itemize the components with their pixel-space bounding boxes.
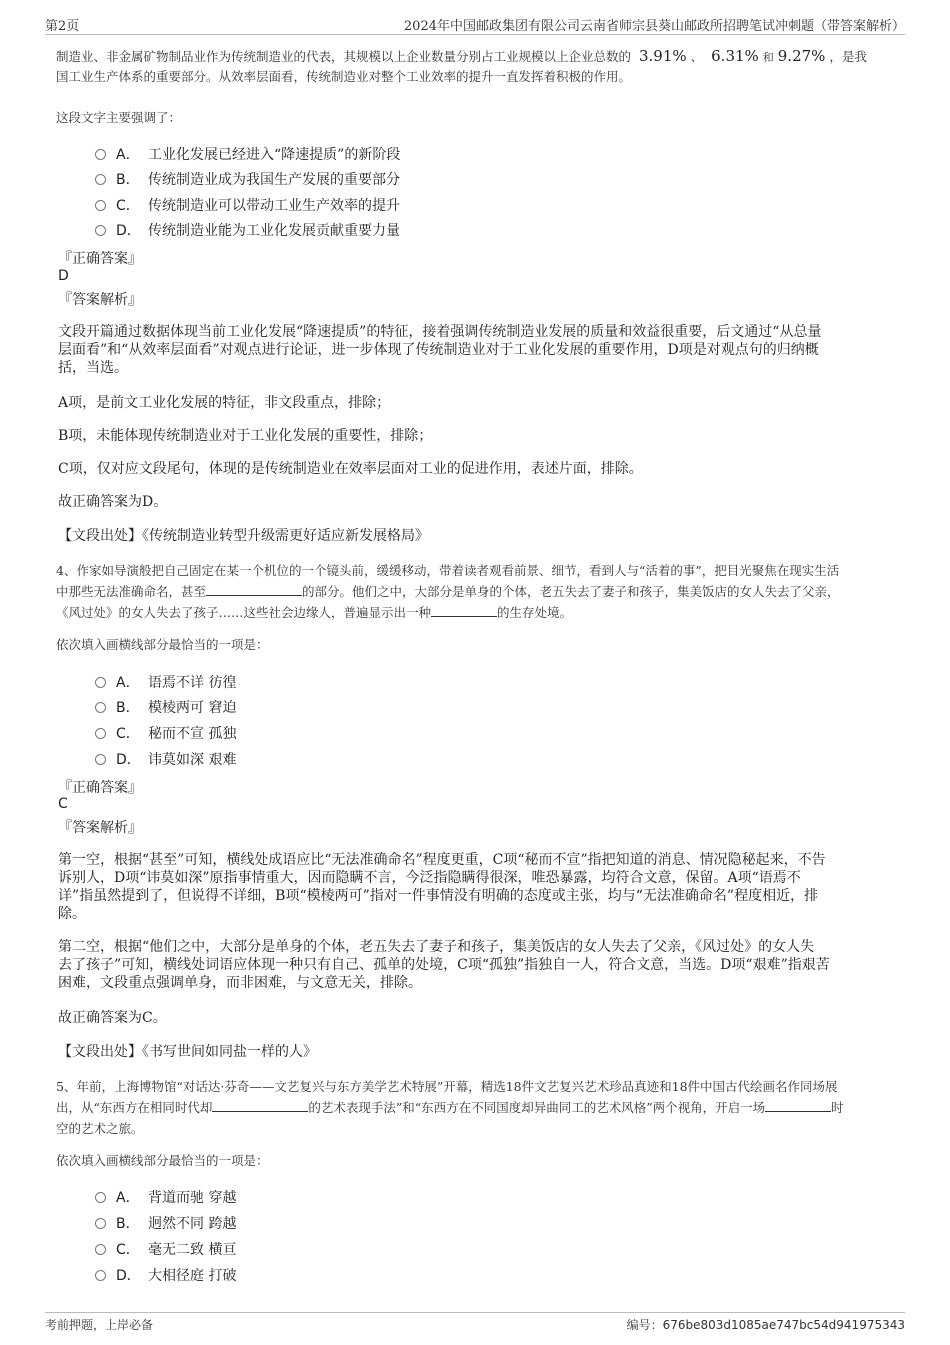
q3-stem: 这段文字主要强调了：: [56, 110, 182, 125]
q3-option-d[interactable]: [95, 220, 400, 240]
document-title: 2024年中国邮政集团有限公司云南省师宗县葵山邮政所招聘笔试冲刺题（带答案解析）: [403, 19, 905, 34]
radio-icon[interactable]: [95, 1244, 106, 1255]
q3-option-b[interactable]: [95, 169, 400, 189]
q5-line2a: 出，从“东西方在相同时代却: [56, 1100, 213, 1115]
option-letter: A．: [116, 147, 140, 163]
option-letter: A．: [116, 675, 140, 691]
q3-analysis-tag: 『答案解析』: [58, 292, 142, 308]
q3-passage: [56, 46, 906, 87]
q5-line2b: 的艺术表现手法”和“东西方在不同国度却异曲同工的艺术风格”两个视角，开启一场: [308, 1100, 766, 1115]
q3-expl-b: B项，未能体现传统制造业对于工业化发展的重要性，排除；: [58, 428, 433, 444]
option-letter: D．: [116, 1268, 141, 1284]
q4-line2a: 中那些无法准确命名，甚至: [56, 584, 207, 599]
q4-analysis-para1: [58, 851, 898, 923]
option-text: 迥然不同 跨越: [148, 1216, 237, 1232]
option-text: 传统制造业成为我国生产发展的重要部分: [148, 172, 400, 188]
q3-passage-line1: 制造业、非金属矿物制品业作为传统制造业的代表，其规模以上企业数量分别占工业规模以上企业总数的: [56, 49, 632, 64]
q5-line3: 空的艺术之旅。: [56, 1121, 144, 1136]
option-text: 传统制造业能为工业化发展贡献重要力量: [148, 223, 400, 239]
q3-expl-a: A项，是前文工业化发展的特征，非文段重点，排除；: [58, 395, 391, 411]
q3-analysis: [58, 323, 898, 377]
q3-passage-line2: 国工业生产体系的重要部分。从效率层面看，传统制造业对整个工业效率的提升一直发挥着积极的作用。: [56, 69, 632, 84]
q5-option-a[interactable]: [95, 1187, 236, 1207]
q3-sep1: 、: [690, 49, 704, 64]
analysis-line: 详”指虽然提到了，但说得不详细，B项“模棱两可”指对一件事情没有明确的态度或主张，均与“无法准确命名”程度相近，排: [58, 888, 819, 904]
q3-tail1: ，是我: [829, 49, 867, 64]
q4-line1: 4、作家如导演般把自己固定在某一个机位的一个镜头前，缓缓移动，带着读者观看前景、细节，看到人与“活着的事”，把目光聚焦在现实生活: [56, 563, 840, 578]
option-letter: D．: [116, 752, 141, 768]
q4-answer: C: [58, 796, 68, 812]
analysis-line: 层面看”和“从效率层面看”对观点进行论证，进一步体现了传统制造业对于工业化发展的重要作用，D项是对观点句的归纳概: [58, 342, 819, 358]
page-footer: [45, 1312, 905, 1335]
q3-conclusion: 故正确答案为D。: [58, 494, 168, 510]
q5-option-d[interactable]: [95, 1265, 236, 1285]
radio-icon[interactable]: [95, 149, 106, 160]
q3-source: 【文段出处】《传统制造业转型升级需更好适应新发展格局》: [58, 528, 429, 544]
q5-stem: 依次填入画横线部分最恰当的一项是：: [56, 1153, 269, 1168]
fill-blank-2[interactable]: [431, 604, 497, 617]
q3-pct1: 3.91%: [639, 47, 687, 65]
q4-line3: [56, 602, 906, 623]
q4-line2b: 的部分。他们之中，大部分是单身的个体，老五失去了妻子和孩子，集美饭店的女人失去了父亲，: [302, 584, 840, 599]
fill-blank-2[interactable]: [765, 1099, 831, 1112]
q3-answer-tag: 『正确答案』: [58, 251, 142, 267]
q5-option-c[interactable]: [95, 1239, 236, 1259]
analysis-line: 第二空，根据“他们之中，大部分是单身的个体，老五失去了妻子和孩子，集美饭店的女人失去了父亲，《风过处》的女人失: [58, 939, 815, 955]
radio-icon[interactable]: [95, 702, 106, 713]
q4-stem: 依次填入画横线部分最恰当的一项是：: [56, 637, 269, 652]
q4-answer-tag: 『正确答案』: [58, 780, 142, 796]
option-letter: C．: [116, 726, 140, 742]
analysis-line: 除。: [58, 906, 86, 922]
radio-icon[interactable]: [95, 174, 106, 185]
radio-icon[interactable]: [95, 225, 106, 236]
q4-option-c[interactable]: [95, 723, 236, 743]
option-letter: D．: [116, 223, 141, 239]
page-header: [45, 14, 905, 35]
radio-icon[interactable]: [95, 754, 106, 765]
option-text: 背道而驰 穿越: [148, 1190, 237, 1206]
option-text: 大相径庭 打破: [148, 1268, 237, 1284]
option-text: 语焉不详 彷徨: [148, 675, 237, 691]
option-text: 传统制造业可以带动工业生产效率的提升: [148, 198, 400, 214]
q4-line2: [56, 581, 906, 602]
analysis-line: 去了孩子”可知，横线处词语应体现一种只有自己、孤单的处境，C项“孤独”指独自一人，符合文意，当选。D项“艰难”指艰苦: [58, 957, 830, 973]
analysis-line: 困难，文段重点强调单身，而非困难，与文意无关，排除。: [58, 975, 422, 991]
analysis-line: 文段开篇通过数据体现当前工业化发展“降速提质”的特征，接着强调传统制造业发展的质量和效益很重要，后文通过“从总量: [58, 324, 822, 340]
analysis-line: 第一空，根据“甚至”可知，横线处成语应比“无法准确命名”程度更重，C项“秘而不宣”指把知道的消息、情况隐秘起来，不告: [58, 852, 826, 868]
option-letter: C．: [116, 198, 140, 214]
q4-line3a: 《风过处》的女人失去了孩子……这些社会边缘人，普遍显示出一种: [56, 605, 432, 620]
q3-option-c[interactable]: [95, 195, 400, 215]
radio-icon[interactable]: [95, 677, 106, 688]
option-text: 毫无二致 横亘: [148, 1242, 237, 1258]
option-letter: B．: [116, 172, 140, 188]
q3-pct3: 9.27%: [777, 47, 826, 65]
option-letter: C．: [116, 1242, 140, 1258]
fill-blank-1[interactable]: [206, 583, 302, 596]
q4-option-a[interactable]: [95, 672, 236, 692]
q5-option-b[interactable]: [95, 1213, 236, 1233]
radio-icon[interactable]: [95, 1270, 106, 1281]
option-text: 工业化发展已经进入“降速提质”的新阶段: [148, 147, 401, 163]
q4-source: 【文段出处】《书写世间如同盐一样的人》: [58, 1044, 317, 1060]
q4-conclusion: 故正确答案为C。: [58, 1010, 167, 1026]
option-text: 秘而不宣 孤独: [148, 726, 237, 742]
option-letter: B．: [116, 1216, 140, 1232]
radio-icon[interactable]: [95, 200, 106, 211]
q3-answer: D: [58, 268, 69, 284]
footer-slogan: 考前押题，上岸必备: [45, 1318, 154, 1332]
option-letter: B．: [116, 700, 140, 716]
q4-analysis-para2: [58, 938, 898, 992]
analysis-line: 括，当选。: [58, 360, 128, 376]
q4-line3b: 的生存处境。: [497, 605, 573, 620]
fill-blank-1[interactable]: [212, 1099, 308, 1112]
option-letter: A．: [116, 1190, 140, 1206]
q3-pct2: 6.31%: [711, 47, 759, 65]
analysis-line: 诉别人，D项“讳莫如深”原指事情重大，因而隐瞒不言，今泛指隐瞒得很深，唯恐暴露，均符合文意，保留。A项“语焉不: [58, 870, 801, 886]
q4-option-b[interactable]: [95, 697, 236, 717]
radio-icon[interactable]: [95, 1192, 106, 1203]
document-id: 编号：676be803d1085ae747bc54d941975343: [626, 1318, 905, 1332]
option-text: 讳莫如深 艰难: [148, 752, 237, 768]
radio-icon[interactable]: [95, 728, 106, 739]
page-number: 第2页: [45, 19, 80, 34]
q4-passage: [56, 560, 906, 623]
q4-analysis-tag: 『答案解析』: [58, 820, 142, 836]
q3-expl-c: C项，仅对应文段尾句，体现的是传统制造业在效率层面对工业的促进作用，表述片面，排除。: [58, 461, 643, 477]
q5-line2c: 时: [831, 1100, 844, 1115]
q5-line1: 5、年前，上海博物馆“对话达·芬奇——文艺复兴与东方美学艺术特展”开幕，精选18件文艺复兴艺术珍品真迹和18件中国古代绘画名作同场展: [56, 1079, 838, 1094]
option-text: 模棱两可 窘迫: [148, 700, 237, 716]
radio-icon[interactable]: [95, 1218, 106, 1229]
q3-option-a[interactable]: [95, 144, 400, 164]
q5-line2: [56, 1097, 906, 1118]
q5-passage: [56, 1076, 906, 1139]
q3-sep2: 和: [762, 51, 774, 64]
q4-option-d[interactable]: [95, 749, 236, 769]
